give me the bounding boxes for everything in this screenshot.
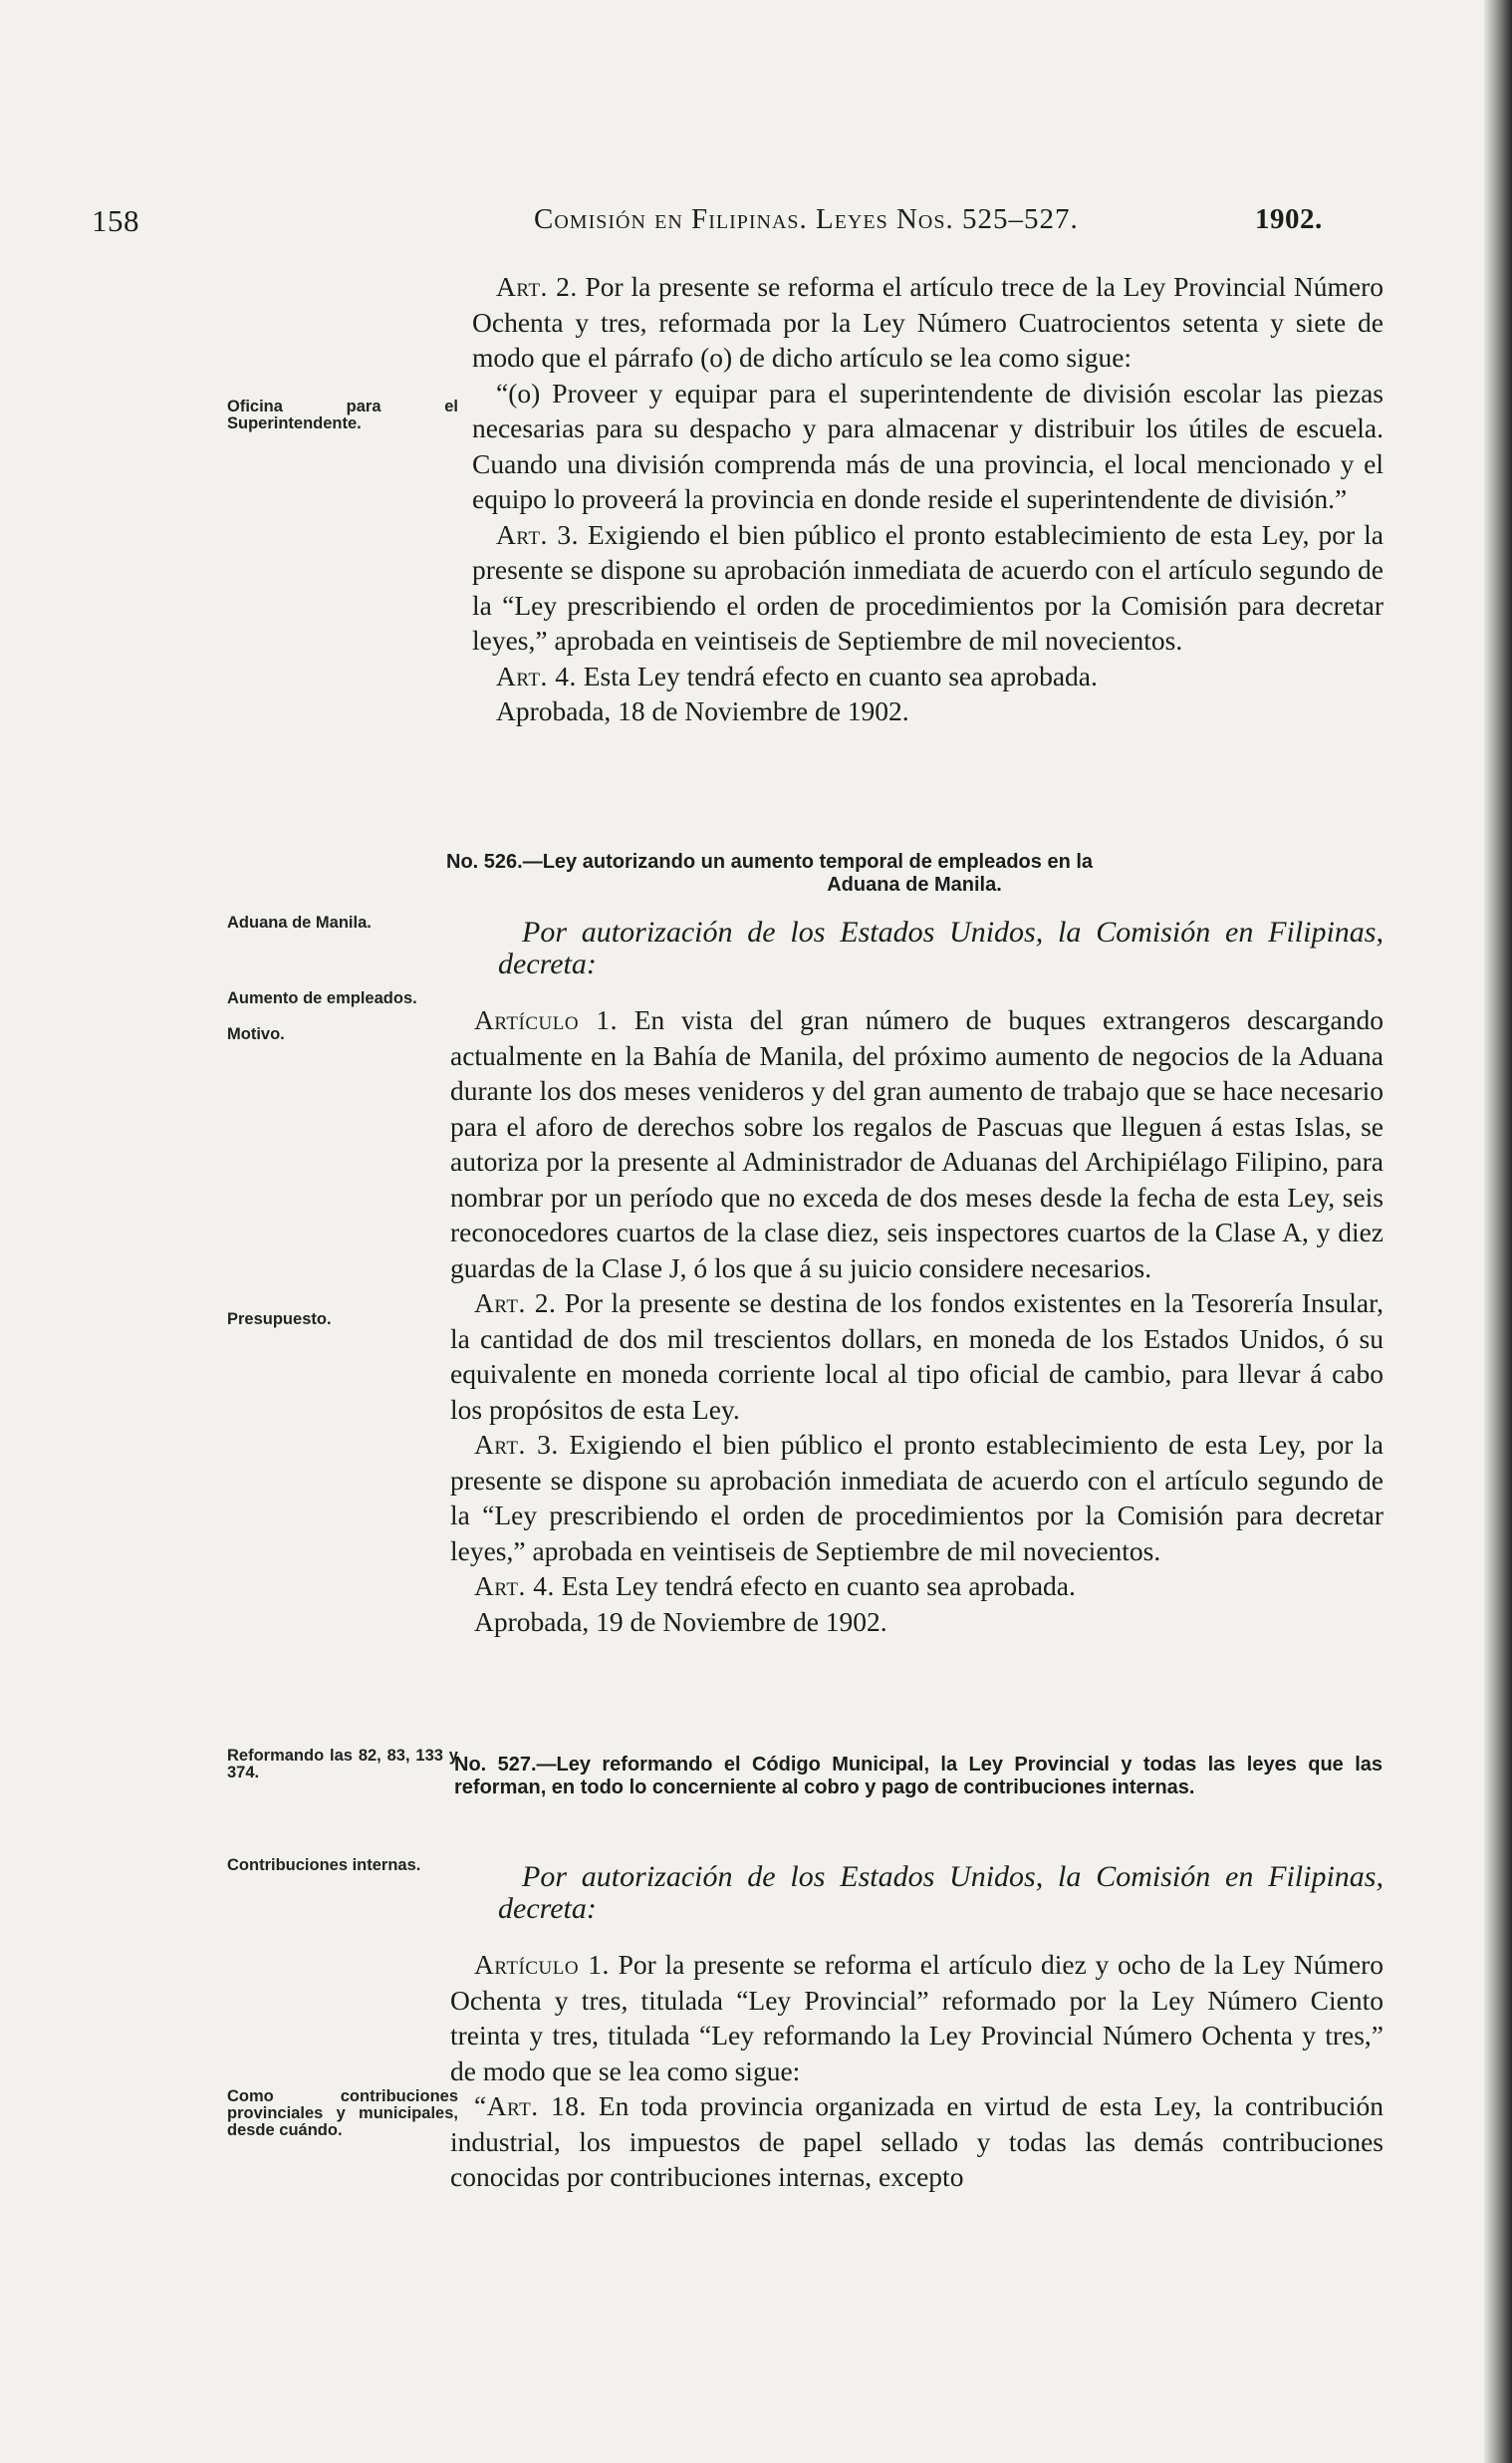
- margin-note-contribuciones: Contribuciones internas.: [227, 1856, 421, 1874]
- art-label: Artículo 1.: [474, 1004, 618, 1035]
- law-526-art1: [450, 1002, 1384, 1285]
- art-label: “Art. 18.: [474, 2090, 587, 2121]
- law-525-art3: [472, 517, 1384, 659]
- margin-note-reformando: Reformando las 82, 83, 133 y 374.: [227, 1747, 458, 1781]
- art-text: Por la presente se reforma el artículo diez y ocho de la Ley Número Ochenta y tres, titulada “Ley Provincial” reformado por la Ley Número Ciento treinta y tres, titulada “Ley reformando la Ley Provincial Número Ochenta y tres,” de modo que se lea como sigue:: [450, 1949, 1384, 2086]
- law-526-art2: [450, 1285, 1384, 1427]
- art-text: Exigiendo el bien público el pronto establecimiento de esta Ley, por la presente se dispone su aprobación inmediata de acuerdo con el artículo segundo de la “Ley prescribiendo el orden de procedimientos por la Comisión para decretar leyes,” aprobada en veintiseis de Septiembre de mil novecientos.: [450, 1429, 1384, 1566]
- law-526-art3: [450, 1427, 1384, 1568]
- law-525-approved: Aprobada, 18 de Noviembre de 1902.: [496, 695, 909, 726]
- art-text: Exigiendo el bien público el pronto establecimiento de esta Ley, por la presente se dispone su aprobación inmediata de acuerdo con el artículo segundo de la “Ley prescribiendo el orden de procedimientos por la Comisión para decretar leyes,” aprobada en veintiseis de Septiembre de mil novecientos.: [472, 518, 1384, 656]
- law-527-body: [450, 1861, 1384, 2195]
- law-527-art18: [450, 2088, 1384, 2195]
- law-525-quote-o: “(o) Proveer y equipar para el superintendente de división escolar las piezas necesarias para su despacho y para almacenar y distribuir los útiles de escuela. Cuando una división comprenda más de una provincia, el local mencionado y el equipo lo proveerá la provincia en donde reside el superintendente de división.”: [472, 377, 1384, 514]
- law-525-art4: [472, 659, 1384, 694]
- page-edge-shadow: [1484, 0, 1512, 2463]
- law-527-title: [454, 1754, 1383, 1799]
- law-number: No. 526.: [446, 851, 523, 873]
- margin-note-oficina: Oficina para el Superintendente.: [227, 398, 458, 432]
- header-year: 1902.: [1255, 203, 1323, 235]
- law-title-continuation: Aduana de Manila.: [827, 874, 1002, 896]
- art-label: Art. 4.: [496, 660, 577, 691]
- art-text: En vista del gran número de buques extrangeros descargando actualmente en la Bahía de Manila, del próximo aumento de negocios de la Aduana durante los dos meses venideros y del gran aumento de trabajo que se hace necesario para el aforo de derechos sobre los regalos de Pascuas que lleguen á estas Islas, se autoriza por la presente al Administrador de Aduanas del Archipiélago Filipino, para nombrar por un período que no exceda de dos meses desde la fecha de esta Ley, seis reconocedores cuartos de la clase diez, seis inspectores cuartos de la Clase A, y diez guardas de la Clase J, ó los que á su juicio considere necesarios.: [450, 1004, 1384, 1283]
- law-526-approved: Aprobada, 19 de Noviembre de 1902.: [474, 1605, 887, 1637]
- art-text: En toda provincia organizada en virtud de esta Ley, la contribución industrial, los impuestos de papel sellado y todas las demás contribuciones conocidas por contribuciones internas, excepto: [450, 2090, 1385, 2192]
- law-525-body: [472, 269, 1384, 729]
- art-text: Por la presente se destina de los fondos existentes en la Tesorería Insular, la cantidad de dos mil trescientos dollars, en moneda de los Estados Unidos, ó su equivalente en moneda corriente local al tipo oficial de cambio, para llevar á cabo los propósitos de esta Ley.: [450, 1287, 1384, 1425]
- art-label: Art. 2.: [474, 1287, 557, 1318]
- law-527-decree: Por autorización de los Estados Unidos, la Comisión en Filipinas, decreta:: [498, 1860, 1384, 1925]
- law-527-art1: [450, 1947, 1384, 2088]
- running-title: Comisión en Filipinas. Leyes Nos. 525–527.: [534, 203, 1079, 235]
- art-label: Art. 4.: [474, 1570, 555, 1601]
- law-526-title: [446, 851, 1383, 897]
- page-number: 158: [92, 203, 139, 238]
- art-label: Art. 3.: [474, 1429, 559, 1460]
- art-label: Art. 2.: [496, 271, 578, 302]
- art-label: Artículo 1.: [474, 1949, 610, 1980]
- margin-note-como: Como contribuciones provinciales y municipales, desde cuándo.: [227, 2087, 458, 2139]
- law-526-decree: Por autorización de los Estados Unidos, la Comisión en Filipinas, decreta:: [498, 916, 1384, 980]
- law-526-body: [450, 917, 1384, 1639]
- page-header: [92, 203, 1337, 243]
- margin-note-motivo: Motivo.: [227, 1025, 285, 1043]
- law-number: No. 527.: [454, 1754, 537, 1776]
- law-title-text: —Ley reformando el Código Municipal, la Ley Provincial y todas las leyes que las reforman, en todo lo concerniente al cobro y pago de contribuciones internas.: [454, 1754, 1383, 1798]
- margin-note-aduana: Aduana de Manila.: [227, 914, 372, 932]
- art-text: Por la presente se reforma el artículo trece de la Ley Provincial Número Ochenta y tres, reformada por la Ley Número Cuatrocientos setenta y siete de modo que el párrafo (o) de dicho artículo se lea como sigue:: [472, 271, 1384, 373]
- margin-note-presupuesto: Presupuesto.: [227, 1310, 332, 1328]
- law-526-art4: [450, 1568, 1384, 1604]
- law-525-art2: [472, 269, 1384, 376]
- art-text: Esta Ley tendrá efecto en cuanto sea aprobada.: [554, 1570, 1076, 1601]
- margin-note-aumento: Aumento de empleados.: [227, 989, 417, 1007]
- art-label: Art. 3.: [496, 518, 579, 550]
- law-title-text: —Ley autorizando un aumento temporal de empleados en la: [522, 851, 1094, 873]
- art-text: Esta Ley tendrá efecto en cuanto sea aprobada.: [576, 660, 1098, 691]
